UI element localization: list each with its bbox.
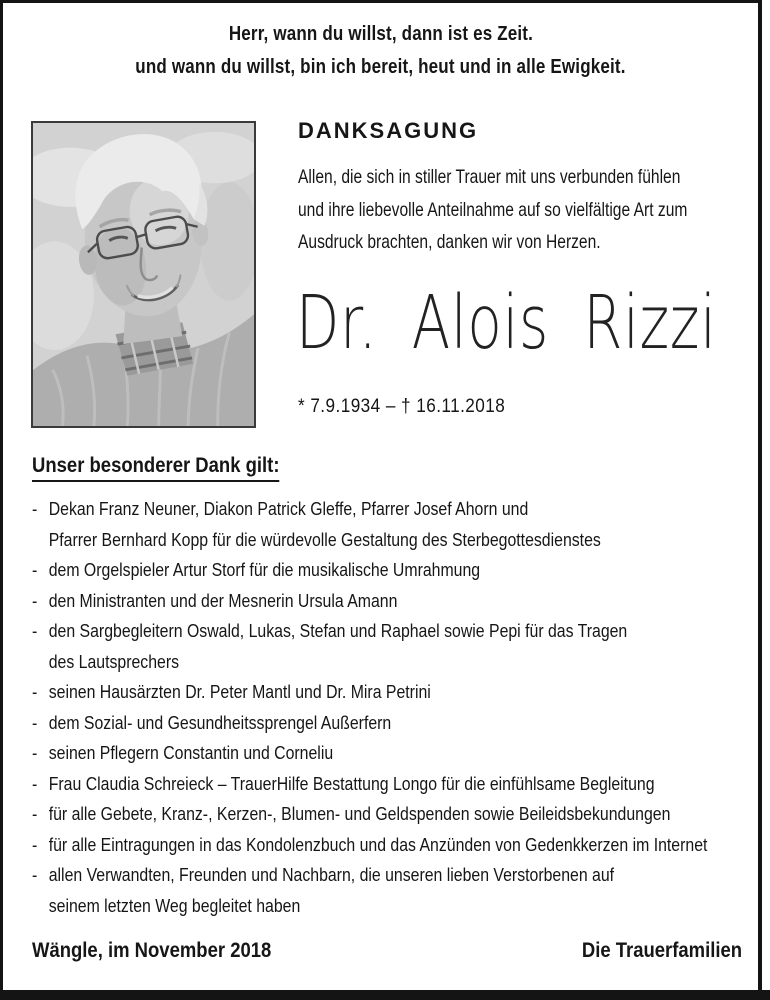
list-item-text: seinen Hausärzten Dr. Peter Mantl und Dr. Mira Petrini xyxy=(48,682,431,702)
list-item xyxy=(32,616,666,647)
list-item xyxy=(32,586,666,617)
thanks-section-heading-text: Unser besonderer Dank gilt: xyxy=(32,454,279,482)
thanks-paragraph-line-3: Ausdruck brachten, danken wir von Herzen. xyxy=(298,231,601,253)
list-item xyxy=(32,799,671,830)
bullet-dash: - xyxy=(32,682,38,702)
list-item-text: allen Verwandten, Freunden und Nachbarn, die unseren lieben Verstorbenen auf xyxy=(48,865,615,885)
list-item-text: für alle Eintragungen in das Kondolenzbuch und das Anzünden von Gedenkkerzen im Internet xyxy=(48,834,708,855)
bullet-dash: - xyxy=(32,865,38,885)
thanks-section-heading xyxy=(32,454,313,482)
list-item-text: für alle Gebete, Kranz-, Kerzen-, Blumen- und Geldspenden sowie Beileidsbekundungen xyxy=(48,804,671,824)
footer-signature xyxy=(560,939,742,963)
list-item-text: seinen Pflegern Constantin und Corneliu xyxy=(48,743,334,763)
list-item-text: Dekan Franz Neuner, Diakon Patrick Gleffe, Pfarrer Josef Ahorn und xyxy=(48,499,529,519)
thanks-paragraph xyxy=(298,161,770,259)
bullet-dash: - xyxy=(32,621,38,641)
thanks-list xyxy=(32,494,752,921)
list-item xyxy=(32,738,666,769)
life-dates xyxy=(298,395,534,418)
list-item-text: den Sargbegleitern Oswald, Lukas, Stefan und Raphael sowie Pepi für das Tragen xyxy=(48,621,628,641)
list-item xyxy=(32,494,666,525)
bullet-dash: - xyxy=(32,712,38,733)
list-item xyxy=(32,830,708,861)
bullet-dash: - xyxy=(32,834,38,855)
portrait-photo xyxy=(31,121,256,428)
life-dates-text: * 7.9.1934 – † 16.11.2018 xyxy=(298,395,506,417)
list-item xyxy=(32,769,666,800)
list-item-text: des Lautsprechers xyxy=(48,651,180,672)
list-item-text: dem Sozial- und Gesundheitssprengel Außerfern xyxy=(48,712,392,733)
danksagung-heading: DANKSAGUNG xyxy=(298,118,479,143)
list-item-continuation xyxy=(32,647,666,678)
bullet-dash: - xyxy=(32,560,38,580)
bullet-dash: - xyxy=(32,743,38,763)
list-item-continuation xyxy=(32,891,666,922)
list-item-continuation xyxy=(32,525,666,556)
thanks-paragraph-line-1: Allen, die sich in stiller Trauer mit uns verbunden fühlen xyxy=(298,166,681,188)
portrait-illustration xyxy=(33,123,254,426)
thanks-paragraph-line-2: und ihre liebevolle Anteilnahme auf so vielfältige Art zum xyxy=(298,198,688,221)
bottom-black-bar xyxy=(0,990,770,1000)
list-item-text: seinem letzten Weg begleitet haben xyxy=(48,895,301,916)
bullet-dash: - xyxy=(32,804,38,824)
list-item-text: Frau Claudia Schreieck – TrauerHilfe Bestattung Longo für die einfühlsame Begleitung xyxy=(48,773,655,794)
footer-signature-text: Die Trauerfamilien xyxy=(581,939,742,962)
list-item xyxy=(32,860,666,891)
bullet-dash: - xyxy=(32,499,38,519)
bullet-dash: - xyxy=(32,773,38,794)
quote-line-2: und wann du willst, bin ich bereit, heut und in alle Ewigkeit. xyxy=(135,56,626,78)
list-item xyxy=(32,677,666,708)
footer-place-date xyxy=(32,939,304,963)
list-item-text: den Ministranten und der Mesnerin Ursula Amann xyxy=(48,590,398,611)
bullet-dash: - xyxy=(32,590,38,611)
list-item-text: Pfarrer Bernhard Kopp für die würdevolle Gestaltung des Sterbegottesdienstes xyxy=(48,529,601,550)
list-item xyxy=(32,555,666,586)
quote-line-1: Herr, wann du willst, dann ist es Zeit. xyxy=(228,23,533,45)
deceased-name: Dr. Alois Rizzi xyxy=(296,280,717,366)
memorial-quote xyxy=(3,18,758,84)
footer-place-date-text: Wängle, im November 2018 xyxy=(32,939,272,962)
list-item-text: dem Orgelspieler Artur Storf für die musikalische Umrahmung xyxy=(48,560,481,580)
list-item xyxy=(32,708,666,739)
